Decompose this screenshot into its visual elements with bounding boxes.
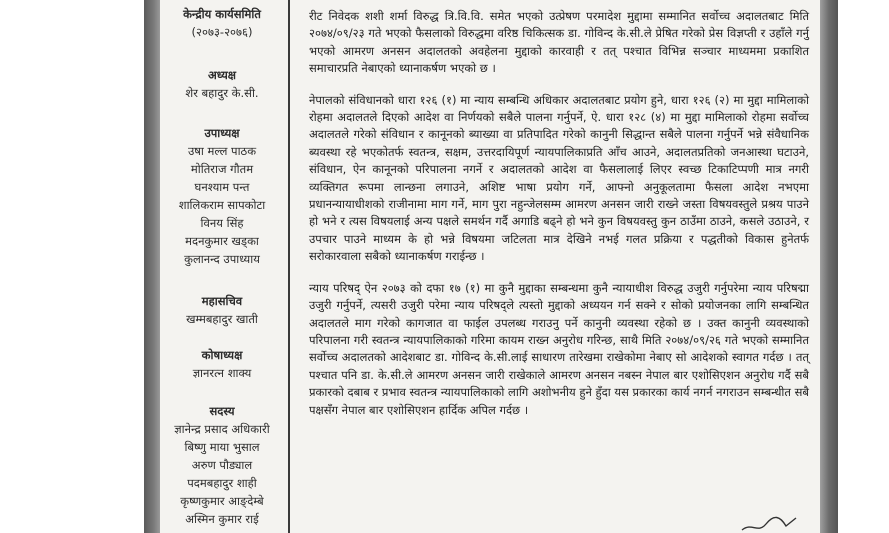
vice-president-name: मदनकुमार खड्का: [185, 234, 259, 248]
member-name: पदमबहादुर शाही: [187, 476, 257, 490]
vice-president-name: कुलानन्द उपाध्याय: [184, 252, 260, 266]
secretary-name: खम्मबहादुर खाती: [186, 312, 258, 326]
member-name: अस्मिन कुमार राई: [185, 512, 259, 526]
secretary-heading: महासचिव: [201, 294, 243, 308]
members-heading: सदस्य: [209, 404, 235, 418]
committee-term: (२०७३-२०७६): [191, 25, 253, 39]
vice-president-name: विनय सिंह: [200, 216, 244, 230]
right-shadow-edge: [820, 0, 838, 533]
vice-president-heading: उपाध्यक्ष: [204, 126, 240, 140]
committee-sidebar: [160, 0, 284, 533]
committee-title: केन्द्रीय कार्यसमिति: [183, 7, 261, 21]
treasurer-heading: कोषाध्यक्ष: [201, 348, 243, 362]
body-paragraph: नेपालको संविधानको धारा १२६ (१) मा न्याय सम्बन्धि अधिकार अदालतबाट प्रयोग हुने, धारा १२६ (२) मा मुद्दा मामिलाको रोहमा अदालतले दिएको आदेश वा निर्णयको सबैले पालना गर्नुपर्ने, ऐ. धारा १२८ (४) मा मुद्दा मामिलाको रोहमा सर्वोच्च अदालतले गरेको संविधान र कानूनको ब्याख्या वा प्रतिपादित गरेको कानुनी सिद्धान्त सबैले पालना गर्नुपर्ने भन्ने संवैधानिक ब्यवस्था रहे भएकोतर्फ स्वतन्त्र, सक्षम, उत्तरदायिपूर्ण न्यायपालिकाप्रति आँच आउने, अदालतप्रतिको जनआस्था घटाउने, संविधान, ऐन कानूनको परिपालना नगर्ने र अदालतको आदेश वा फैसलालाई लिएर स्वच्छ टिकाटिप्पणी मात्र नगरी व्यक्तिगत रूपमा लान्छना लगाउने, अशिष्ट भाषा प्रयोग गर्ने, आफ्नो अनुकूलतामा फैसला आदेश नभएमा प्रधानन्यायाधीशको राजीनामा माग गर्ने, माग पुरा नहुन्जेलसम्म आमरण अनसन जारी राख्ने जस्ता विषयवस्तुले प्रश्रय पाउने हो भने र त्यस विषयलाई अन्य पक्षले समर्थन गर्दै अगाडि बढ्ने हो भने कुन विषयवस्तु कुन ठाउँमा ठाउने, कसले उठाउने, र उपचार पाउने माध्यम के हो भन्ने विषयमा जटिलता मात्र देखिने नभई गलत प्रक्रिया र पद्धतीको विकास हुनेतर्फ सरोकारवाला सबैको ध्यानाकर्षण गराईन्छ ।: [309, 92, 809, 264]
president-heading: अध्यक्ष: [207, 68, 237, 82]
body-paragraph: रीट निवेदक शशी शर्मा विरुद्ध त्रि.वि.वि. समेत भएको उत्प्रेषण परमादेश मुद्दामा सम्मानित सर्वोच्च अदालतबाट मिति २०७४/०९/२३ गते भएको फैसलाको विरुद्धमा वरिष्ठ चिकित्सक डा. गोविन्द के.सी.ले प्रेषित गरेको प्रेस विज्ञप्ती र उहाँले गर्नु भएको आमरण अनसन अदालतको अवहेलना मुद्दाको कारवाही र तत् पश्चात विभिन्न सञ्चार माध्यममा प्रकाशित समाचारप्रति नेबाएको ध्यानाकर्षण भएको छ ।: [309, 9, 809, 76]
left-shadow-edge: [144, 0, 160, 533]
member-name: कृष्णकुमार आङ्देम्बे: [180, 494, 264, 508]
letter-body: [309, 8, 809, 433]
member-name: अरुण पौड्याल: [191, 458, 253, 472]
vice-president-name: घनश्याम पन्त: [194, 180, 250, 194]
vice-president-name: शालिकराम सापकोटा: [178, 198, 266, 212]
treasurer-name: ज्ञानरत्न शाक्य: [192, 366, 252, 380]
signature-mark: [740, 512, 800, 533]
member-name: बिष्णु माया भुसाल: [184, 440, 260, 454]
right-margin: [838, 0, 889, 533]
vice-president-name: मोतिराज गौतम: [190, 162, 254, 176]
sidebar-divider: [288, 0, 290, 533]
president-name: शेर बहादुर के.सी.: [185, 86, 259, 100]
vice-president-name: उषा मल्ल पाठक: [187, 144, 257, 158]
body-paragraph: न्याय परिषद् ऐन २०७३ को दफा १७ (१) मा कुनै मुद्दाका सम्बन्धमा कुनै न्यायाधीश विरुद्ध उजुरी गर्नुपरेमा न्याय परिषद्मा उजुरी गर्नुपर्ने, त्यसरी उजुरी परेमा न्याय परिषद्ले त्यस्तो मुद्दाको अध्ययन गर्न सक्ने र सोको प्रयोजनका लागि सम्बन्धित अदालतले माग गरेको कागजात वा फाईल उपलब्ध गराउनु पर्ने कानुनी व्यवस्था रहेको छ । उक्त कानुनी व्यवस्थाको परिपालना गरी स्वतन्त्र न्यायपालिकाको गरिमा कायम राख्न अनुरोध गरिन्छ, साथै मिति २०७४/०९/२६ गते भएको सम्मानित सर्वोच्च अदालतको आदेशबाट डा. गोविन्द के.सी.लाई साधारण तारेखमा राखेकोमा नेबाए सो आदेशको स्वागत गर्दछ । तत् पश्चात पनि डा. के.सी.ले आमरण अनसन जारी राखेकाले आमरण अनसन नबस्न नेपाल बार एशोसिएशन अनुरोध गर्दै सबै प्रकारको दबाब र प्रभाव स्वतन्त्र न्यायपालिकाको लागि अशोभनीय हुने हुँदा यस प्रकारका कार्य नगर्न नगराउन सम्बन्धीत सबै पक्षसँग नेपाल बार एशोसिएशन हार्दिक अपिल गर्दछ ।: [309, 280, 809, 417]
member-name: ज्ञानेन्द्र प्रसाद अधिकारी: [174, 422, 270, 436]
left-margin: [0, 0, 144, 533]
